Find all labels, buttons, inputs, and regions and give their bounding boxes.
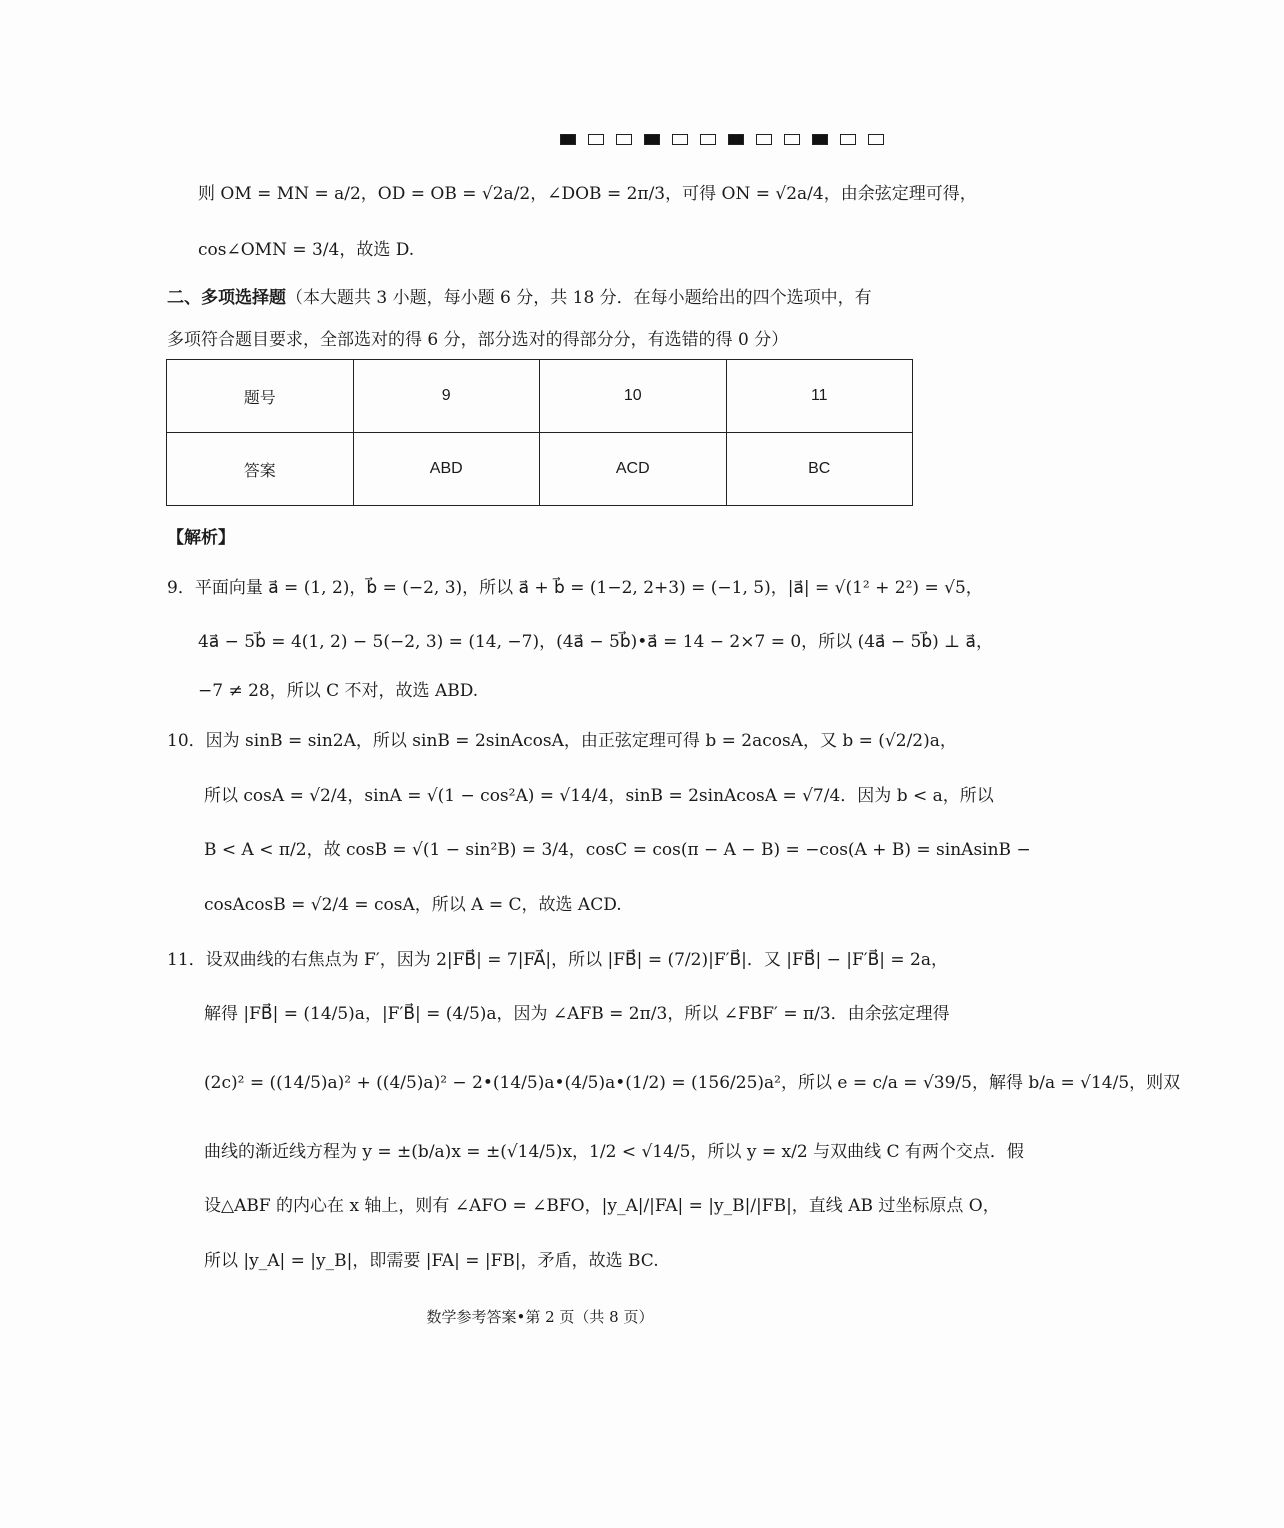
answer-table xyxy=(166,359,913,506)
indicator-square xyxy=(700,134,716,145)
table-cell: ACD xyxy=(540,433,727,506)
indicator-square xyxy=(672,134,688,145)
indicator-square xyxy=(616,134,632,145)
table-cell: 10 xyxy=(540,360,727,433)
section-2-description: （本大题共 3 小题，每小题 6 分，共 18 分．在每小题给出的四个选项中，有 xyxy=(286,288,872,308)
header-square-indicators xyxy=(560,134,884,145)
section-2-description-cont: 多项符合题目要求，全部选对的得 6 分，部分选对的得部分分，有选错的得 0 分） xyxy=(167,330,789,350)
solution-11-line-3: (2c)² = ((14/5)a)² + ((4/5)a)² − 2•(14/5)a•(4/5)a•(1/2) = (156/25)a²，所以 e = c/a = √39/5，解得 b/a = √14/5，则双 xyxy=(204,1073,1181,1093)
indicator-square xyxy=(756,134,772,145)
table-cell: ABD xyxy=(353,433,540,506)
solution-11-line-4: 曲线的渐近线方程为 y = ±(b/a)x = ±(√14/5)x，1/2 < √14/5，所以 y = x/2 与双曲线 C 有两个交点．假 xyxy=(204,1142,1024,1162)
table-cell: 答案 xyxy=(167,433,354,506)
table-cell: 题号 xyxy=(167,360,354,433)
solution-9-line-2: 4a⃗ − 5b⃗ = 4(1, 2) − 5(−2, 3) = (14, −7)，(4a⃗ − 5b⃗)•a⃗ = 14 − 2×7 = 0，所以 (4a⃗ − 5b⃗) ⊥ a⃗， xyxy=(198,632,993,652)
solution-8-line-2: cos∠OMN = 3/4，故选 D. xyxy=(198,240,415,260)
page-footer: 数学参考答案•第 2 页（共 8 页） xyxy=(426,1308,654,1326)
solution-10-line-3: B < A < π/2，故 cosB = √(1 − sin²B) = 3/4，cosC = cos(π − A − B) = −cos(A + B) = sinAsinB − xyxy=(204,840,1031,860)
solution-11-line-2: 解得 |FB⃗| = (14/5)a，|F′B⃗| = (4/5)a，因为 ∠AFB = 2π/3，所以 ∠FBF′ = π/3．由余弦定理得 xyxy=(204,1004,950,1024)
indicator-square xyxy=(588,134,604,145)
table-cell: 11 xyxy=(726,360,913,433)
table-row-header xyxy=(167,360,913,433)
solution-9-line-3: −7 ≠ 28，所以 C 不对，故选 ABD. xyxy=(198,681,479,701)
indicator-square xyxy=(868,134,884,145)
solution-11-line-6: 所以 |y_A| = |y_B|，即需要 |FA| = |FB|，矛盾，故选 BC. xyxy=(204,1251,659,1271)
section-2-title: 二、多项选择题 xyxy=(167,288,286,308)
solution-10-line-2: 所以 cosA = √2/4，sinA = √(1 − cos²A) = √14/4，sinB = 2sinAcosA = √7/4．因为 b < a，所以 xyxy=(204,786,994,806)
indicator-square xyxy=(560,134,576,145)
indicator-square xyxy=(812,134,828,145)
table-cell: BC xyxy=(726,433,913,506)
indicator-square xyxy=(644,134,660,145)
indicator-square xyxy=(784,134,800,145)
solution-11-line-5: 设△ABF 的内心在 x 轴上，则有 ∠AFO = ∠BFO，|y_A|/|FA| = |y_B|/|FB|，直线 AB 过坐标原点 O， xyxy=(204,1196,1000,1216)
solution-10-line-4: cosAcosB = √2/4 = cosA，所以 A = C，故选 ACD. xyxy=(204,895,622,915)
solution-11-line-1: 11．设双曲线的右焦点为 F′，因为 2|FB⃗| = 7|FA⃗|，所以 |FB⃗| = (7/2)|F′B⃗|．又 |FB⃗| − |F′B⃗| = 2a， xyxy=(167,950,949,970)
indicator-square xyxy=(728,134,744,145)
table-row-answers xyxy=(167,433,913,506)
section-2-heading xyxy=(0,286,1247,310)
solution-8-line-1: 则 OM = MN = a/2，OD = OB = √2a/2，∠DOB = 2π/3，可得 ON = √2a/4，由余弦定理可得， xyxy=(198,184,977,204)
analysis-heading: 【解析】 xyxy=(167,528,235,548)
solution-9-line-1: 9．平面向量 a⃗ = (1, 2)，b⃗ = (−2, 3)，所以 a⃗ + b⃗ = (1−2, 2+3) = (−1, 5)，|a⃗| = √(1² + 2²) = √5， xyxy=(167,578,983,598)
table-cell: 9 xyxy=(353,360,540,433)
solution-10-line-1: 10．因为 sinB = sin2A，所以 sinB = 2sinAcosA，由正弦定理可得 b = 2acosA，又 b = (√2/2)a， xyxy=(167,731,957,751)
indicator-square xyxy=(840,134,856,145)
